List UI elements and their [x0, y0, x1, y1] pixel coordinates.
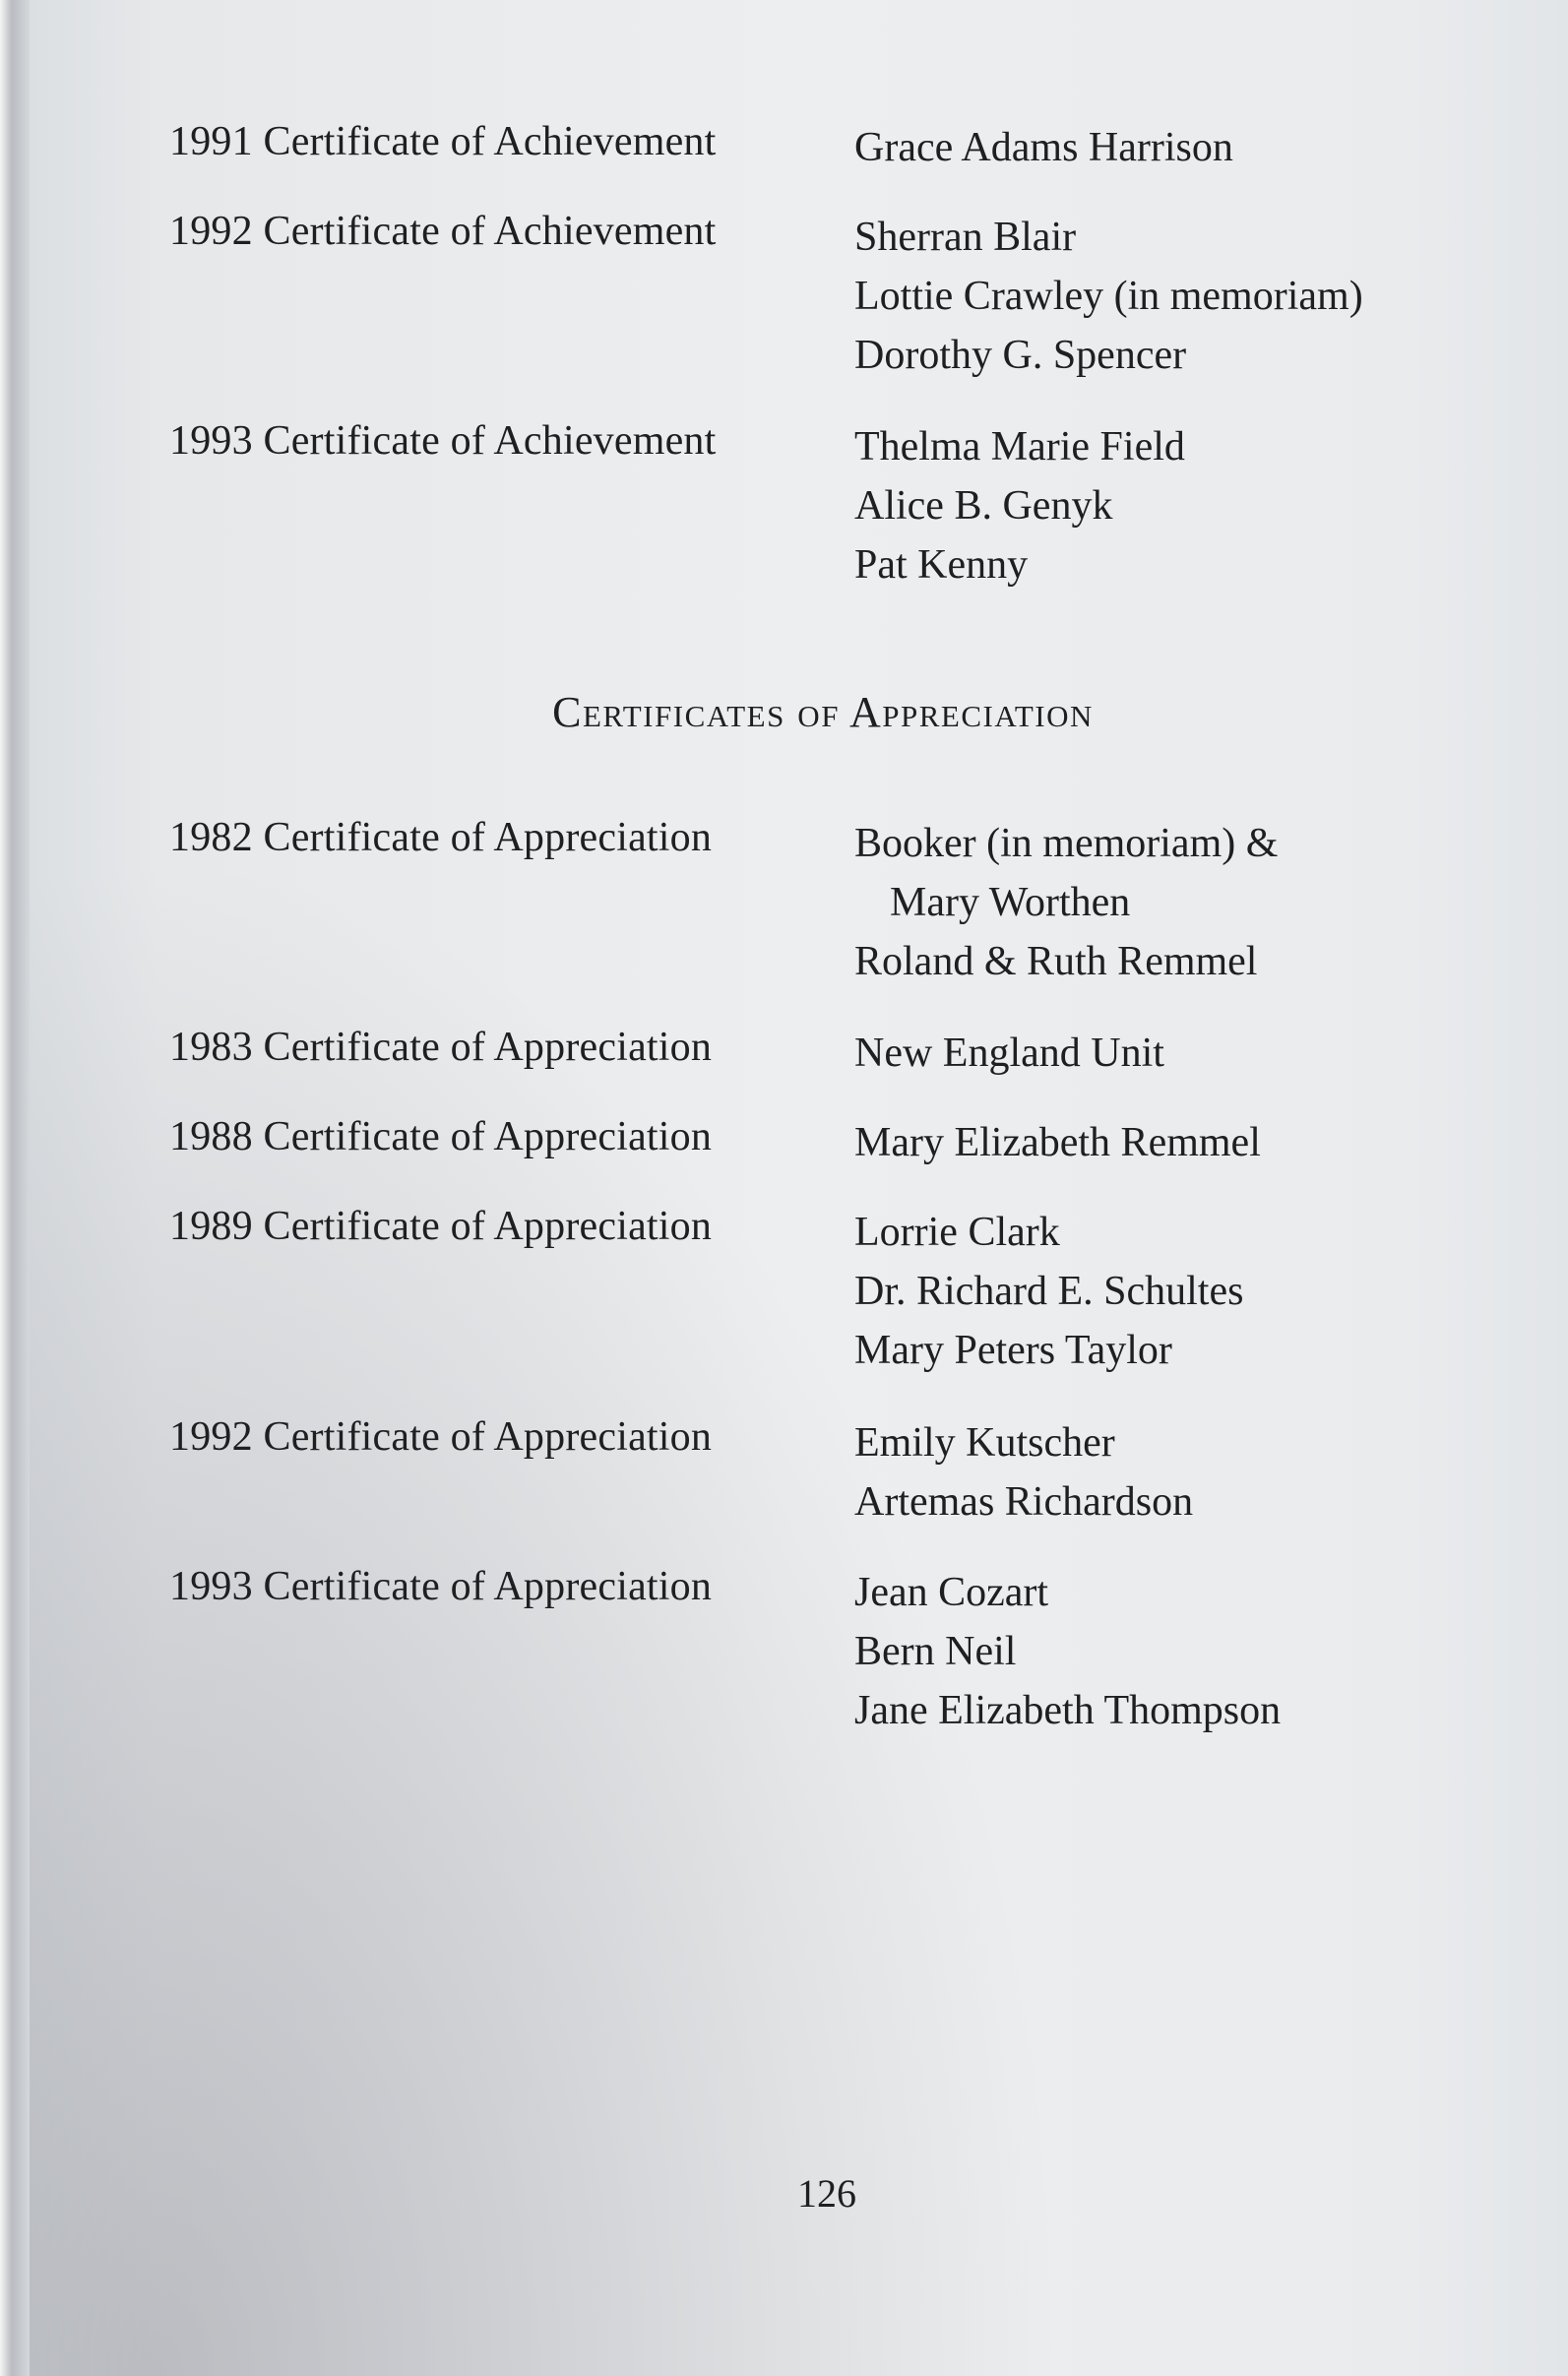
recipient-name: Dorothy G. Spencer	[854, 333, 1187, 378]
recipient-list	[854, 1113, 1261, 1172]
award-title: 1993 Certificate of Achievement	[169, 418, 717, 464]
recipient-list	[854, 118, 1233, 177]
recipient-name: New England Unit	[854, 1031, 1164, 1076]
recipient-name: Roland & Ruth Remmel	[854, 939, 1258, 984]
page-number: 126	[797, 2171, 856, 2216]
recipient-name: Jean Cozart	[854, 1570, 1049, 1615]
award-title: 1992 Certificate of Appreciation	[169, 1414, 713, 1460]
award-title: 1993 Certificate of Appreciation	[169, 1564, 713, 1609]
recipient-name: Alice B. Genyk	[854, 483, 1113, 529]
recipient-name: Lottie Crawley (in memoriam)	[854, 274, 1363, 319]
award-title: 1988 Certificate of Appreciation	[169, 1114, 713, 1159]
recipient-name: Sherran Blair	[854, 215, 1077, 260]
recipient-name: Emily Kutscher	[854, 1420, 1115, 1466]
recipient-name: Dr. Richard E. Schultes	[854, 1269, 1244, 1314]
section-heading: Certificates of Appreciation	[552, 688, 1094, 736]
recipient-name: Jane Elizabeth Thompson	[854, 1688, 1282, 1733]
recipient-name: Bern Neil	[854, 1629, 1017, 1674]
recipient-name: Thelma Marie Field	[854, 424, 1185, 469]
recipient-list	[854, 417, 1185, 594]
recipient-name: Mary Worthen	[890, 880, 1131, 925]
recipient-name: Grace Adams Harrison	[854, 125, 1233, 170]
award-title: 1983 Certificate of Appreciation	[169, 1025, 713, 1070]
award-title: 1991 Certificate of Achievement	[169, 119, 717, 164]
recipient-list	[854, 1563, 1281, 1740]
recipient-list	[854, 814, 1278, 991]
recipient-name: Lorrie Clark	[854, 1210, 1060, 1255]
recipient-list	[854, 1203, 1243, 1380]
recipient-name: Mary Peters Taylor	[854, 1328, 1172, 1373]
award-title: 1992 Certificate of Achievement	[169, 209, 717, 254]
recipient-list	[854, 208, 1363, 385]
recipient-name: Pat Kenny	[854, 542, 1029, 588]
recipient-list	[854, 1024, 1164, 1083]
page-spine-shadow	[0, 0, 30, 2376]
award-title: 1982 Certificate of Appreciation	[169, 815, 713, 860]
recipient-name: Artemas Richardson	[854, 1479, 1194, 1525]
award-title: 1989 Certificate of Appreciation	[169, 1204, 713, 1249]
recipient-name: Booker (in memoriam) &	[854, 821, 1279, 866]
recipient-name: Mary Elizabeth Remmel	[854, 1120, 1261, 1165]
recipient-list	[854, 1413, 1193, 1532]
